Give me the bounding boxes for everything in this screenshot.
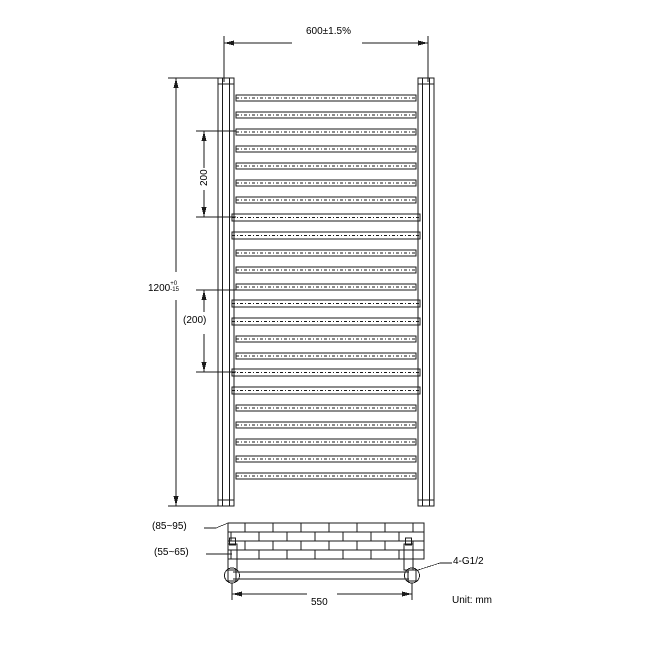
unit-note: Unit: mm xyxy=(452,595,492,606)
right-vertical-post xyxy=(418,78,434,506)
rail-group-bottom xyxy=(236,405,416,479)
rail-group-wide-mid xyxy=(232,300,420,325)
dimension-label-width: 600±1.5% xyxy=(306,26,351,37)
dimension-label-height: 1200 +0 -15 xyxy=(148,281,179,294)
dimension-label-bracket-upper: (85~95) xyxy=(152,521,187,532)
dimension-label-thread: 4-G1/2 xyxy=(453,556,484,567)
right-wall-bracket xyxy=(404,538,413,570)
dimension-label-spacing-upper: 200 xyxy=(199,169,210,186)
dimension-label-spacing-lower: (200) xyxy=(183,315,207,326)
bottom-rail-bar xyxy=(233,572,409,579)
wall-hatch xyxy=(228,523,424,559)
right-valve-connection xyxy=(405,568,420,583)
left-vertical-post xyxy=(218,78,234,506)
dimension-label-bottom-width: 550 xyxy=(311,597,328,608)
dimension-label-bracket-lower: (55~65) xyxy=(154,547,189,558)
top-dimension-600 xyxy=(224,36,428,82)
left-valve-connection xyxy=(225,568,240,583)
height-tolerance: +0 -15 xyxy=(170,281,179,294)
leader-4g12 xyxy=(418,563,452,570)
rail-group-lower-narrow xyxy=(236,336,416,359)
leader-85-95 xyxy=(204,523,228,528)
rail-group-wide-upper xyxy=(232,214,420,239)
rail-group-wide-lower xyxy=(232,369,420,394)
rail-group-mid xyxy=(236,250,416,290)
rail-group-top xyxy=(236,95,416,203)
